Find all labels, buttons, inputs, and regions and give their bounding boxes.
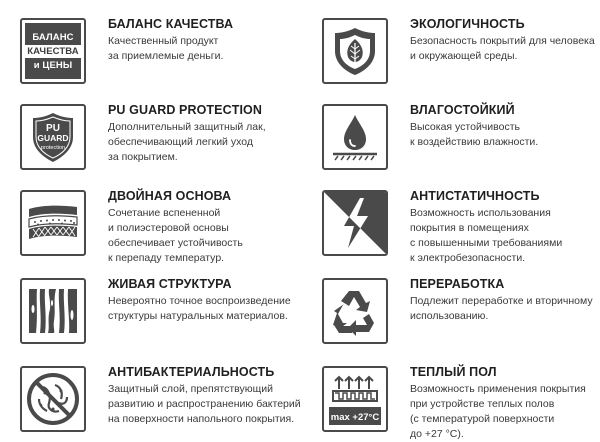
feature-description [108,206,308,266]
description-line: Качественный продукт [108,35,219,47]
feature-description [410,206,600,266]
description-line: Подлежит переработке и вторичному [410,295,593,307]
feature-title: ВЛАГОСТОЙКИЙ [410,103,515,117]
pu-guard-shield-icon [20,104,86,170]
description-line: до +27 °С). [410,428,464,440]
description-line: на поверхности напольного покрытия. [108,413,295,425]
description-line: Защитный слой, препятствующий [108,383,273,395]
feature-title: БАЛАНС КАЧЕСТВА [108,17,234,31]
description-line: Возможность применения покрытия [410,383,586,395]
feature-double-base [20,190,310,266]
protection-icon-text: protection [40,145,66,151]
floor-heating-icon [322,366,388,432]
feature-title: АНТИСТАТИЧНОСТЬ [410,189,540,203]
feature-ecology [322,18,600,94]
water-drop-icon [322,104,388,170]
feature-description [108,120,308,165]
feature-warm-floor [322,366,600,442]
description-line: обеспечивает устойчивость [108,237,243,249]
wood-texture-icon [20,278,86,344]
description-line: (с температурой поверхности [410,413,555,425]
feature-moisture [322,104,600,180]
feature-pu-guard [20,104,310,180]
description-line: Дополнительный защитный лак, [108,121,266,133]
description-line: и окружающей среды. [410,50,518,62]
description-line: и полиэстеровой основы [108,222,229,234]
description-line: покрытия в помещениях [410,222,529,234]
no-bacteria-icon [20,366,86,432]
feature-title: PU GUARD PROTECTION [108,103,262,117]
description-line: за покрытием. [108,151,178,163]
description-line: обеспечивающий легкий уход [108,136,253,148]
feature-antistatic [322,190,600,266]
description-line: к воздействию влажности. [410,136,539,148]
description-line: к перепаду температур. [108,252,225,264]
guard-icon-text: GUARD [37,133,69,143]
pu-icon-text: PU [46,123,60,134]
description-line: развитию и распространению бактерий [108,398,301,410]
feature-title: ПЕРЕРАБОТКА [410,277,505,291]
feature-title: ЭКОЛОГИЧНОСТЬ [410,17,525,31]
feature-title: АНТИБАКТЕРИАЛЬНОСТЬ [108,365,275,379]
feature-description [410,294,600,324]
feature-title: ДВОЙНАЯ ОСНОВА [108,189,232,203]
description-line: структуры натуральных материалов. [108,310,288,322]
description-line: за приемлемые деньги. [108,50,224,62]
feature-structure [20,278,310,354]
feature-balance [20,18,310,94]
balance-icon-line-3: и ЦЕНЫ [33,59,73,71]
feature-title: ТЕПЛЫЙ ПОЛ [410,365,497,379]
description-line: Сочетание вспененной [108,207,221,219]
feature-antibacterial [20,366,310,442]
leaf-shield-icon [322,18,388,84]
feature-description [410,34,600,64]
feature-title: ЖИВАЯ СТРУКТУРА [108,277,232,291]
description-line: Возможность использования [410,207,551,219]
floor-icon-label: max +27°C [330,412,380,423]
feature-description [410,120,600,150]
feature-description [108,34,308,64]
feature-description [410,382,600,442]
lightning-icon [322,190,388,256]
balance-badge-icon [20,18,86,84]
description-line: при устройстве теплых полов [410,398,555,410]
feature-recycle [322,278,600,354]
balance-icon-line-2: КАЧЕСТВА [27,45,79,57]
description-line: использованию. [410,310,489,322]
description-line: с повышенными требованиями [410,237,563,249]
balance-icon-line-1: БАЛАНС [32,31,74,43]
recycle-icon [322,278,388,344]
description-line: Высокая устойчивость [410,121,520,133]
description-line: Безопасность покрытий для человека [410,35,595,47]
layered-base-icon [20,190,86,256]
feature-description [108,294,308,324]
description-line: к электробезопасности. [410,252,526,264]
description-line: Невероятно точное воспроизведение [108,295,291,307]
feature-description [108,382,308,427]
